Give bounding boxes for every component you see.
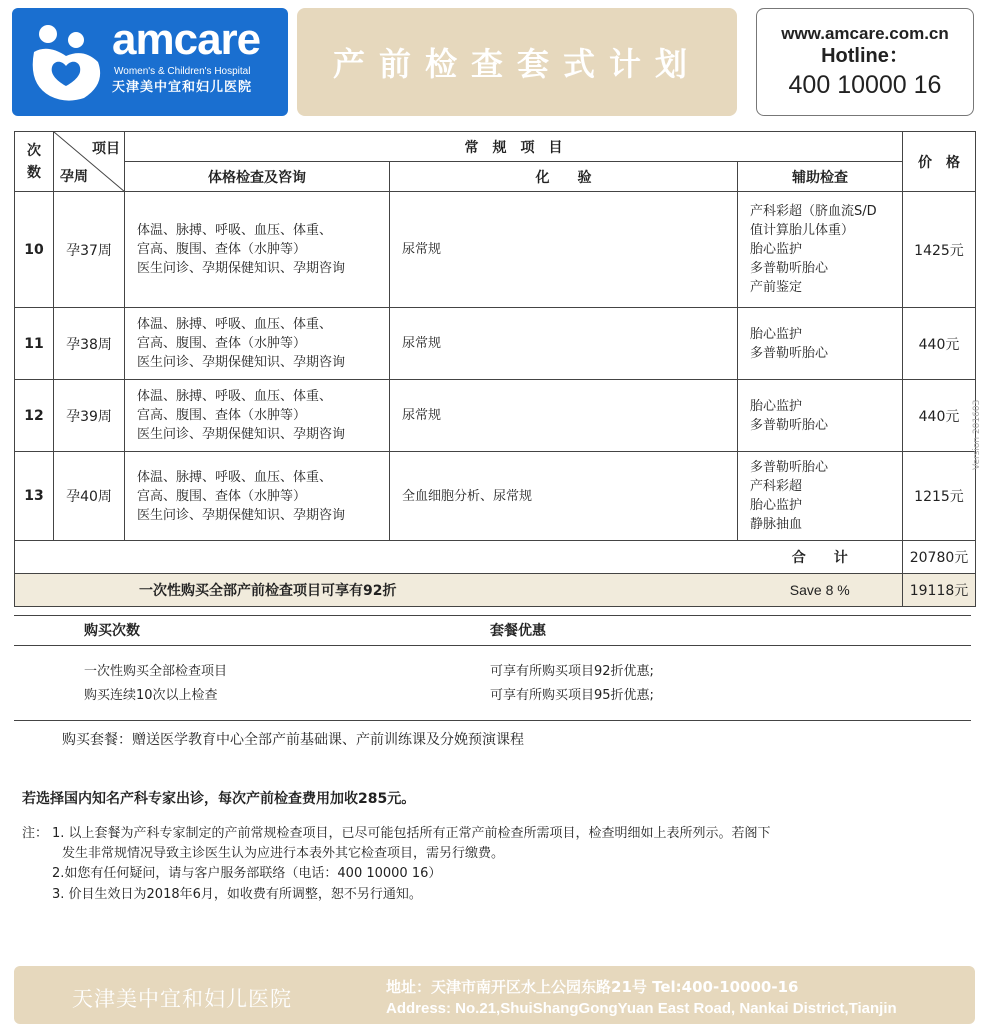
footer-address-cn: 地址：天津市南开区水上公园东路21号 Tel:400-10000-16 [386,978,799,996]
brand-subtitle-en: Women's & Children's Hospital [114,66,251,77]
version-label: Version 201603 [972,399,982,470]
row-physical: 体温、脉搏、呼吸、血压、体重、 宫高、腹围、查体（水肿等） 医生问诊、孕期保健知识、孕期咨询 [125,308,390,380]
row-aux: 多普勒听胎心 产科彩超 胎心监护 静脉抽血 [738,452,903,541]
divider [14,645,971,646]
discount-times: 购买连续10次以上检查 [84,688,218,703]
header-count: 次数 [15,132,54,192]
expert-fee-note: 若选择国内知名产科专家出诊，每次产前检查费用加收285元。 [22,791,416,807]
header-week: 孕周 [60,169,88,185]
row-aux: 胎心监护 多普勒听胎心 [738,308,903,380]
brand-subtitle-cn: 天津美中宜和妇儿医院 [112,80,253,95]
package-gift: 购买套餐：赠送医学教育中心全部产前基础课、产前训练课及分娩预演课程 [62,732,524,748]
row-number: 11 [15,308,54,380]
row-price: 440元 [903,380,976,452]
row-lab: 尿常规 [390,192,738,308]
brand-wordmark: amcare [112,15,261,64]
divider [14,615,971,616]
page-title: 产前检查套式计划 [332,45,701,83]
row-number: 12 [15,380,54,452]
header-lab: 化 验 [390,162,738,192]
header-item-week [54,132,125,192]
website-link[interactable]: www.amcare.com.cn [781,24,949,43]
notes-label: 注： [22,826,49,841]
hotline-number: 400 10000 16 [788,71,942,99]
row-number: 13 [15,452,54,541]
footer-hospital-name: 天津美中宜和妇儿医院 [72,987,292,1011]
header-aux: 辅助检查 [738,162,903,192]
note-2: 2.如您有任何疑问，请与客户服务部联络（电话：400 10000 16） [52,866,442,881]
header-item: 项目 [92,141,120,157]
discount-times: 一次性购买全部检查项目 [84,664,228,679]
row-lab: 全血细胞分析、尿常规 [390,452,738,541]
table-row [15,192,976,308]
row-number: 10 [15,192,54,308]
total-row [15,541,976,574]
total-label: 合 计 [738,541,903,574]
save-percent: Save 8 % [738,574,903,607]
discount-offer: 可享有所购买项目95折优惠; [490,688,654,703]
row-lab: 尿常规 [390,308,738,380]
row-week: 孕39周 [54,380,125,452]
row-week: 孕40周 [54,452,125,541]
row-physical: 体温、脉搏、呼吸、血压、体重、 宫高、腹围、查体（水肿等） 医生问诊、孕期保健知识、孕期咨询 [125,452,390,541]
row-price: 1425元 [903,192,976,308]
header-routine: 常 规 项 目 [125,132,903,162]
row-price: 1215元 [903,452,976,541]
discount-header-times: 购买次数 [84,623,140,639]
divider [14,720,971,721]
note-1-cont: 发生非常规情况导致主诊医生认为应进行本表外其它检查项目，需另行缴费。 [62,846,505,861]
footer-address-en: Address: No.21,ShuiShangGongYuan East Road, Nankai District,Tianjin [386,1000,897,1017]
total-value: 20780元 [903,541,976,574]
save-row [15,574,976,607]
discount-offer: 可享有所购买项目92折优惠; [490,664,654,679]
save-text: 一次性购买全部产前检查项目可享有92折 [15,574,738,607]
row-physical: 体温、脉搏、呼吸、血压、体重、 宫高、腹围、查体（水肿等） 医生问诊、孕期保健知识、孕期咨询 [125,192,390,308]
save-value: 19118元 [903,574,976,607]
hotline-label: Hotline： [821,45,909,67]
row-week: 孕38周 [54,308,125,380]
header-physical: 体格检查及咨询 [125,162,390,192]
row-lab: 尿常规 [390,380,738,452]
table-row [15,380,976,452]
note-3: 3. 价目生效日为2018年6月，如收费有所调整，恕不另行通知。 [52,887,422,902]
row-week: 孕37周 [54,192,125,308]
discount-header-offer: 套餐优惠 [490,623,546,639]
row-aux: 产科彩超（脐血流S/D 值计算胎儿体重） 胎心监护 多普勒听胎心 产前鉴定 [738,192,903,308]
table-row [15,308,976,380]
prenatal-exam-table [14,131,976,607]
note-1: 1. 以上套餐为产科专家制定的产前常规检查项目，已尽可能包括所有正常产前检查所需项目，检查明细如上表所列示。若阁下 [52,826,771,841]
mother-child-logo-icon [26,22,110,102]
header-price: 价 格 [903,132,976,192]
row-aux: 胎心监护 多普勒听胎心 [738,380,903,452]
row-physical: 体温、脉搏、呼吸、血压、体重、 宫高、腹围、查体（水肿等） 医生问诊、孕期保健知识、孕期咨询 [125,380,390,452]
row-price: 440元 [903,308,976,380]
table-row [15,452,976,541]
